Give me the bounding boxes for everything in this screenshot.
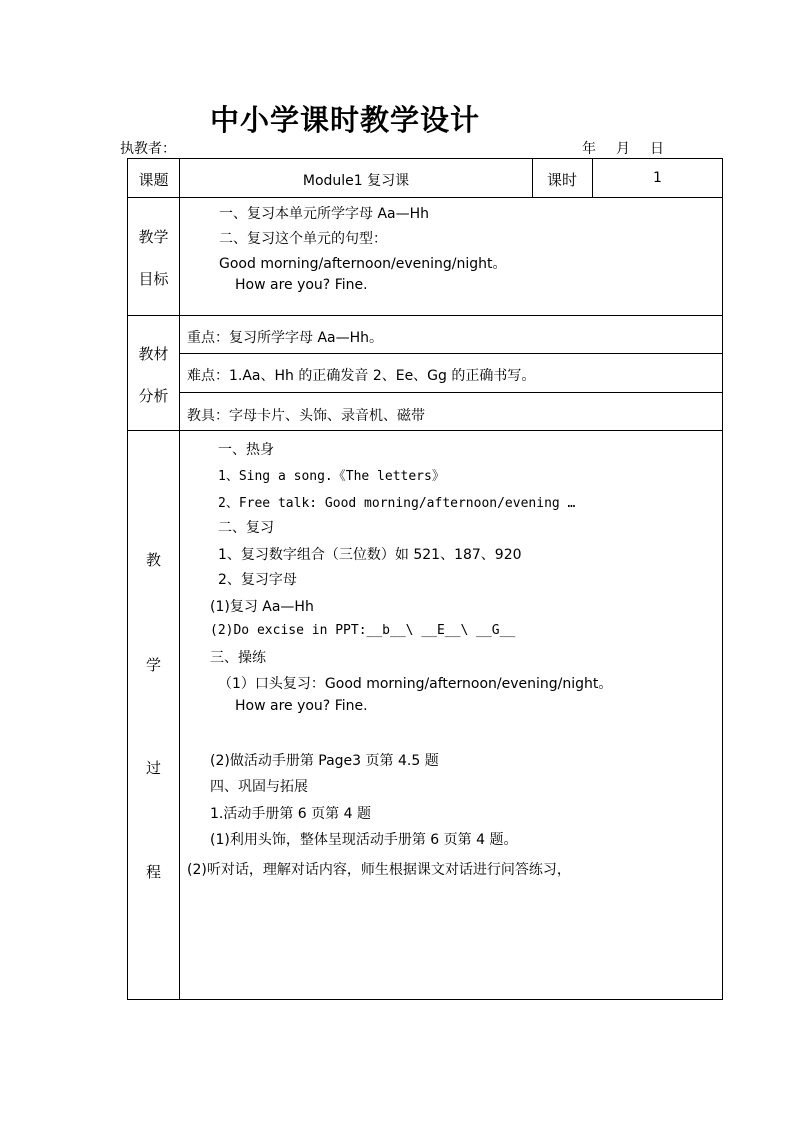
page-title: 中小学课时教学设计 (210, 103, 481, 137)
objective-line: 二、复习这个单元的句型： (219, 231, 387, 247)
month-label: 月 (616, 141, 630, 157)
process-line: 二、复习 (218, 520, 274, 536)
row-divider (128, 315, 722, 316)
period-value: 1 (653, 170, 662, 186)
process-line: (2)做活动手册第 Page3 页第 4.5 题 (210, 753, 439, 769)
key-point: 重点：复习所学字母 Aa—Hh。 (187, 330, 384, 346)
process-line: (1)利用头饰，整体呈现活动手册第 6 页第 4 题。 (210, 832, 518, 848)
process-line: 三、操练 (210, 650, 266, 666)
column-divider (179, 159, 180, 1000)
teacher-label: 执教者： (120, 141, 176, 157)
year-label: 年 (582, 141, 596, 157)
topic-value: Module1 复习课 (302, 173, 410, 189)
process-label-char: 过 (145, 759, 161, 777)
objective-line: How are you? Fine. (235, 277, 368, 293)
analysis-label-line1: 教材 (138, 345, 169, 363)
row-divider (128, 197, 722, 198)
process-line: (2)Do excise in PPT:__b__\ __E__\ __G__ (210, 623, 516, 638)
process-line: 一、热身 (218, 442, 274, 458)
process-label-char: 程 (145, 863, 161, 881)
process-line: (1)复习 Aa—Hh (210, 599, 314, 615)
objectives-label-line1: 教学 (138, 228, 169, 246)
process-line: 1、Sing a song.《The letters》 (218, 469, 445, 484)
row-divider (179, 392, 722, 393)
date-labels (582, 138, 664, 158)
analysis-label-line2: 分析 (138, 387, 169, 405)
objectives-label-line2: 目标 (138, 270, 169, 288)
process-line: How are you? Fine. (235, 698, 368, 714)
topic-label: 课题 (138, 171, 169, 189)
process-line: (2)听对话，理解对话内容，师生根据课文对话进行问答练习， (187, 862, 571, 878)
difficulty: 难点：1.Aa、Hh 的正确发音 2、Ee、Gg 的正确书写。 (187, 368, 536, 384)
day-label: 日 (650, 141, 664, 157)
objective-line: Good morning/afternoon/evening/night。 (219, 256, 507, 272)
row-divider (179, 353, 722, 354)
process-label-char: 教 (145, 551, 161, 569)
lesson-plan-table (127, 158, 723, 1000)
period-label: 课时 (546, 171, 577, 189)
objective-line: 一、复习本单元所学字母 Aa—Hh (219, 206, 430, 222)
process-line: 四、巩固与拓展 (210, 779, 308, 795)
process-label-char: 学 (145, 656, 161, 674)
row-divider (128, 430, 722, 431)
process-line: 2、Free talk: Good morning/afternoon/evening … (218, 496, 576, 511)
process-line: （1）口头复习：Good morning/afternoon/evening/night。 (218, 676, 613, 692)
process-line: 2、复习字母 (218, 572, 297, 588)
process-line: 1、复习数字组合（三位数）如 521、187、920 (218, 547, 522, 563)
process-line: 1.活动手册第 6 页第 4 题 (210, 806, 371, 822)
teaching-tools: 教具：字母卡片、头饰、录音机、磁带 (187, 408, 425, 424)
